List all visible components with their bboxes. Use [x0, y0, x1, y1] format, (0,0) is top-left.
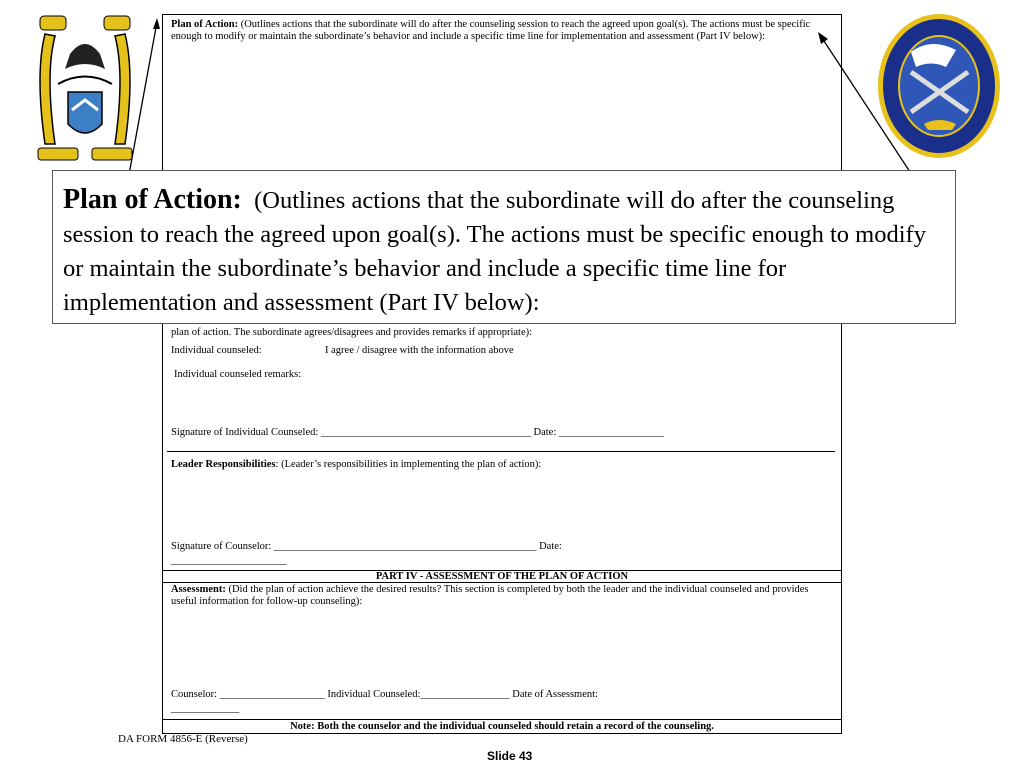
slide-number: Slide 43 [487, 749, 533, 763]
counseling-form [162, 14, 842, 734]
remarks-label: Individual counseled remarks: [174, 369, 302, 380]
callout-text: (Outlines actions that the subordinate will do after the counseling session to reach the agreed upon goal(s). The actions must be specific enough to modify or maintain the subordinate’s behavior and include a specific time line for implementation and assessment (Part IV below): [63, 187, 926, 316]
leader-responsibilities-label: Leader Responsibilities [171, 459, 276, 470]
divider [167, 451, 835, 452]
individual-counseled-label: Individual counseled: [171, 345, 262, 356]
plan-of-action-text: (Outlines actions that the subordinate will do after the counseling session to reach the agreed upon goal(s). The actions must be specific enough to modify or maintain the subordinate’s behavior and include a specific time line for implementation and assessment (Part IV below): [171, 19, 811, 42]
assessment-date-line[interactable]: _____________ [171, 703, 240, 714]
counselor-signature-line[interactable]: Signature of Counselor: __________________________________________________ Date: [171, 541, 562, 552]
counselor-date-line[interactable]: ______________________ [171, 555, 287, 566]
individual-signature-line[interactable]: Signature of Individual Counseled: ________________________________________ Date: ____________________ [171, 427, 664, 438]
plan-of-action-callout [52, 170, 956, 324]
plan-of-action-label: Plan of Action: [171, 19, 239, 30]
divider [163, 719, 841, 720]
assessment-text: (Did the plan of action achieve the desired results? This section is completed by both the leader and the individual counseled and provides useful information for follow-up counseling): [171, 584, 809, 607]
plan-of-action-block [171, 19, 831, 43]
leader-responsibilities-text: : (Leader’s responsibilities in implementing the plan of action): [275, 459, 542, 470]
callout-label: Plan of Action: [63, 184, 242, 215]
agree-disagree-text[interactable]: I agree / disagree with the information above [325, 345, 514, 356]
agreement-instruction: plan of action. The subordinate agrees/disagrees and provides remarks if appropriate): [171, 327, 533, 338]
assessment-block [171, 584, 831, 608]
retention-note: Note: Both the counselor and the individual counseled should retain a record of the counseling. [290, 721, 714, 732]
assessment-label: Assessment: [171, 584, 226, 595]
part4-title: PART IV - ASSESSMENT OF THE PLAN OF ACTION [375, 571, 629, 582]
leader-responsibilities-block [171, 459, 541, 471]
divider [163, 582, 841, 583]
form-identifier: DA FORM 4856-E (Reverse) [118, 733, 248, 745]
assessment-signature-line[interactable]: Counselor: ____________________ Individual Counseled:_________________ Date of Assessment: [171, 689, 598, 700]
